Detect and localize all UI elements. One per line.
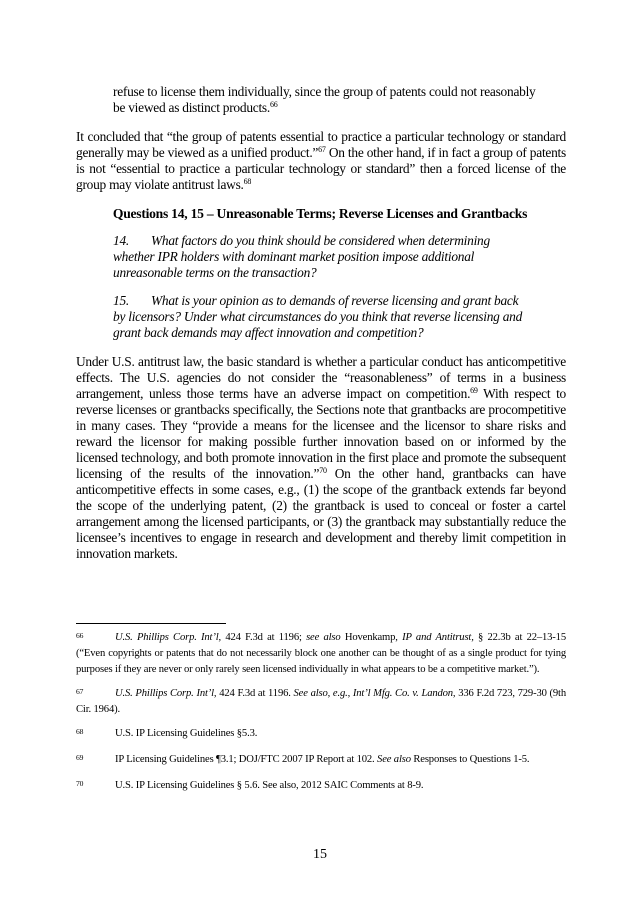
paragraph-antitrust-text-3: On the other hand, grantbacks can have anticompetitive effects in some cases, e.g., (1) the scope of the grantback extends far beyond the scope of the underlying patent, (2) the grantback is used to conceal or foster a cartel arrangement among the licensed participants, or (3) the grantback may substantially reduce the licensee’s incentives to engage in research and development and thereby limit competition in innovation markets. xyxy=(76,466,566,561)
footnote-69-signal: See also xyxy=(377,754,411,765)
footnote-ref-69[interactable]: 69 xyxy=(470,386,478,395)
footnote-68 xyxy=(76,726,566,742)
footnote-69-text: IP Licensing Guidelines ¶3.1; DOJ/FTC 2007 IP Report at 102. xyxy=(115,754,378,765)
block-quote-text: refuse to license them individually, since the group of patents could not reasonably be viewed as distinct products. xyxy=(113,84,536,115)
paragraph-concluded-text-1: It concluded that “the group of patents essential to practice a particular technology or standard generally may be viewed as a unified product.” xyxy=(76,129,566,160)
footnote-ref-66[interactable]: 66 xyxy=(270,100,278,109)
footnote-66-body xyxy=(76,630,566,678)
footnote-67-body xyxy=(76,686,566,718)
question-15-text: What is your opinion as to demands of reverse licensing and grant back by licensors? Under what circumstances do you think that reverse licensing and grant back demands may affect innovation and competition? xyxy=(113,293,523,340)
footnote-66 xyxy=(76,630,566,678)
footnote-66-book: IP and Antitrust, xyxy=(402,632,474,643)
footnote-66-rest: § 22.3b at 22–13-15 (“Even copyrights or patents that do not necessarily block one another can be thought of as a single product for tying purposes if they are never or only rarely seen licensed individually in what appears to be a competitive market.”). xyxy=(76,632,566,675)
footnote-ref-68[interactable]: 68 xyxy=(243,177,252,186)
footnote-69 xyxy=(76,752,566,768)
footnote-ref-67[interactable]: 67 xyxy=(318,145,326,154)
question-15 xyxy=(113,293,531,341)
question-15-number: 15. xyxy=(113,293,129,308)
page-number: 15 xyxy=(313,847,327,862)
paragraph-concluded-text-2: On the other hand, if in fact a group of patents is not “essential to practice a particular technology or standard” then a forced license of the group may violate antitrust laws. xyxy=(76,145,566,192)
paragraph-antitrust-text-2: With respect to reverse licenses or grantbacks specifically, the Sections note that grantbacks are procompetitive in many cases. They “provide a means for the licensee and the licensor to share risks and reward the licensor for making possible further innovation based on or informed by the licensed technology, and both promote innovation in the first place and promote the subsequent licensing of the results of the innovation.” xyxy=(76,386,566,481)
footnote-67 xyxy=(76,686,566,718)
paragraph-antitrust xyxy=(76,354,566,562)
paragraph-concluded xyxy=(76,129,566,193)
footnote-68-text: U.S. IP Licensing Guidelines §5.3. xyxy=(115,728,258,739)
footnote-67-cite: 424 F.3d at 1196. xyxy=(216,688,294,699)
footnote-number: 69 xyxy=(76,753,84,762)
footnote-69-body xyxy=(76,752,566,768)
section-heading: Questions 14, 15 – Unreasonable Terms; Reverse Licenses and Grantbacks xyxy=(112,206,528,221)
block-quote-tail xyxy=(113,84,543,116)
footnote-number: 68 xyxy=(76,727,84,736)
footnote-separator xyxy=(76,623,226,624)
footnote-66-signal: see also xyxy=(306,632,341,643)
question-14-text: What factors do you think should be considered when determining whether IPR holders with dominant market position impose additional unreasonable terms on the transaction? xyxy=(113,233,490,280)
footnote-70 xyxy=(76,778,566,794)
footnote-67-case: U.S. Phillips Corp. Int’l, xyxy=(115,688,217,699)
footnote-66-author: Hovenkamp, xyxy=(340,632,403,643)
question-14 xyxy=(113,233,531,281)
footnote-number: 70 xyxy=(76,779,84,788)
paragraph-antitrust-text-1: Under U.S. antitrust law, the basic standard is whether a particular conduct has anticompetitive effects. The U.S. agencies do not consider the “reasonableness” of terms in a business arrangement, unless those terms have an adverse impact on competition. xyxy=(76,354,566,401)
footnote-66-cite: 424 F.3d at 1196; xyxy=(221,632,307,643)
footnote-70-text: U.S. IP Licensing Guidelines § 5.6. See also, 2012 SAIC Comments at 8-9. xyxy=(115,780,424,791)
question-14-number: 14. xyxy=(113,233,129,248)
footnote-66-case: U.S. Phillips Corp. Int’l, xyxy=(115,632,222,643)
footnote-ref-70[interactable]: 70 xyxy=(319,466,327,475)
footnote-69-rest: Responses to Questions 1-5. xyxy=(410,754,530,765)
footnote-67-signal: See also, e.g., Int’l Mfg. Co. v. Landon, xyxy=(293,688,456,699)
footnote-67-rest: 336 F.2d 723, 729-30 (9th Cir. 1964). xyxy=(76,688,567,715)
footnote-number: 66 xyxy=(76,631,84,640)
footnote-number: 67 xyxy=(76,687,84,696)
